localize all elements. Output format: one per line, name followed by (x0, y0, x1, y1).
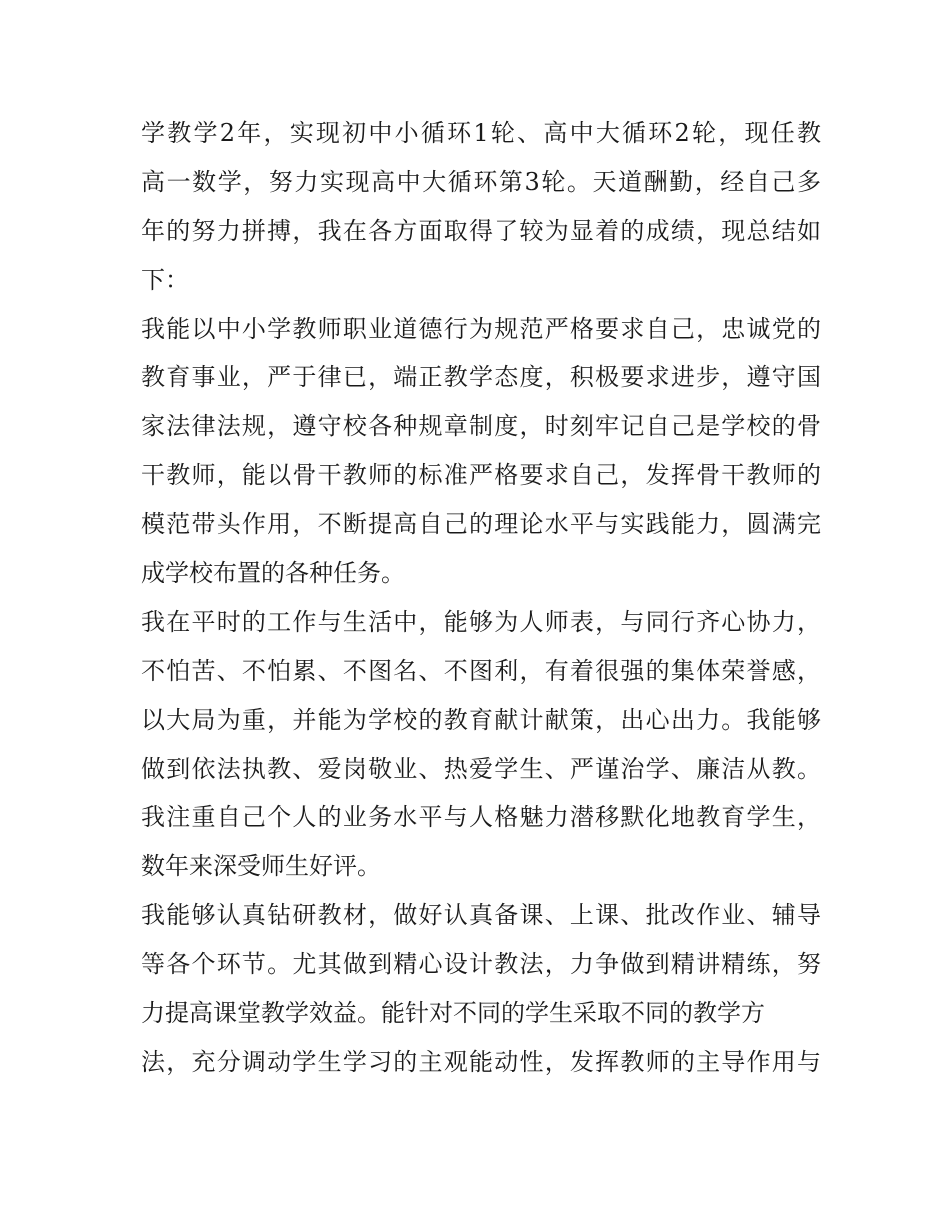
text-line: 高一数学，努力实现高中大循环第3轮。天道酬勤，经自己多 (141, 167, 821, 196)
paragraph-2 (141, 305, 821, 598)
text-line: 家法律法规，遵守校各种规章制度，时刻牢记自己是学校的骨 (141, 412, 821, 441)
text-line: 我在平时的工作与生活中，能够为人师表，与同行齐心协力， (141, 607, 821, 636)
text-line: 学教学2年，实现初中小循环1轮、高中大循环2轮，现任教 (141, 119, 821, 147)
text-line: 法，充分调动学生学习的主观能动性，发挥教师的主导作用与 (141, 1047, 821, 1076)
text-line: 等各个环节。尤其做到精心设计教法，力争做到精讲精练，努 (141, 950, 821, 979)
text-line: 数年来深受师生好评。 (141, 852, 381, 881)
text-line: 我能以中小学教师职业道德行为规范严格要求自己，忠诚党的 (141, 314, 821, 343)
text-line: 教育事业，严于律已，端正教学态度，积极要求进步，遵守国 (141, 363, 821, 392)
text-line: 下： (141, 265, 189, 294)
paragraph-3 (141, 598, 821, 891)
text-line: 模范带头作用，不断提高自己的理论水平与实践能力，圆满完 (141, 510, 821, 539)
text-line: 年的努力拼搏，我在各方面取得了较为显着的成绩，现总结如 (141, 216, 821, 245)
text-line: 不怕苦、不怕累、不图名、不图利，有着很强的集体荣誉感， (141, 656, 821, 685)
text-line: 做到依法执教、爱岗敬业、热爱学生、严谨治学、廉洁从教。 (141, 754, 821, 783)
text-line: 我能够认真钻研教材，做好认真备课、上课、批改作业、辅导 (141, 901, 821, 930)
text-line: 我注重自己个人的业务水平与人格魅力潜移默化地教育学生， (141, 803, 821, 832)
text-line: 力提高课堂教学效益。能针对不同的学生采取不同的教学方 (141, 999, 765, 1028)
text-line: 成学校布置的各种任务。 (141, 559, 405, 588)
paragraph-1 (141, 109, 821, 305)
text-line: 干教师，能以骨干教师的标准严格要求自己，发挥骨干教师的 (141, 461, 821, 490)
document-body (141, 109, 821, 1087)
paragraph-4 (141, 891, 821, 1087)
text-line: 以大局为重，并能为学校的教育献计献策，出心出力。我能够 (141, 705, 821, 734)
